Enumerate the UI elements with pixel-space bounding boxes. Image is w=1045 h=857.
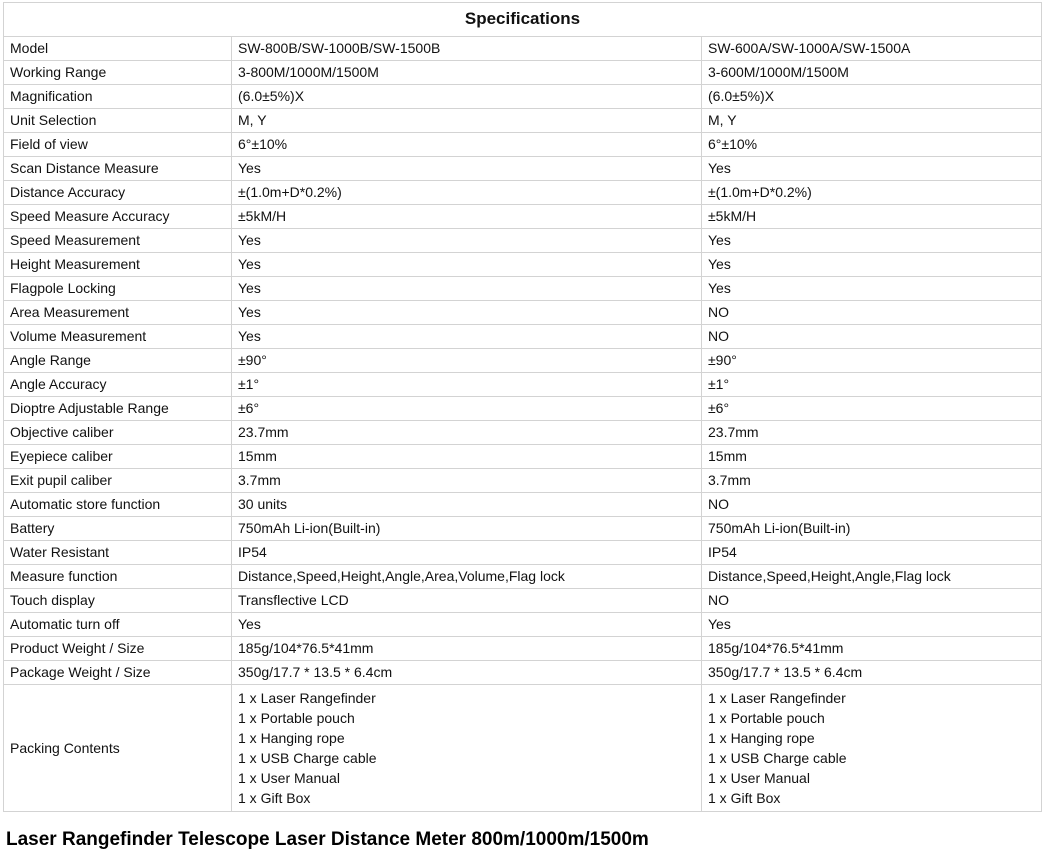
row-value-a-series: Yes — [702, 613, 1042, 637]
list-item: 1 x Laser Rangefinder — [708, 690, 846, 706]
list-item: 1 x User Manual — [708, 770, 810, 786]
packing-contents-row — [4, 685, 1042, 812]
list-item: 1 x USB Charge cable — [238, 750, 377, 766]
row-value-a-series: ±1° — [702, 373, 1042, 397]
table-row — [4, 469, 1042, 493]
row-value-a-series: 23.7mm — [702, 421, 1042, 445]
row-value-a-series: 185g/104*76.5*41mm — [702, 637, 1042, 661]
row-label: Product Weight / Size — [4, 637, 232, 661]
row-label: Package Weight / Size — [4, 661, 232, 685]
table-row — [4, 373, 1042, 397]
row-value-b-series: Yes — [232, 277, 702, 301]
row-label: Battery — [4, 517, 232, 541]
row-value-a-series: ±90° — [702, 349, 1042, 373]
row-value-a-series: 3.7mm — [702, 469, 1042, 493]
row-value-a-series: 750mAh Li-ion(Built-in) — [702, 517, 1042, 541]
row-label: Height Measurement — [4, 253, 232, 277]
table-row — [4, 61, 1042, 85]
table-row — [4, 109, 1042, 133]
row-value-a-series: ±6° — [702, 397, 1042, 421]
row-value-a-series: 6°±10% — [702, 133, 1042, 157]
table-row — [4, 661, 1042, 685]
row-label: Automatic store function — [4, 493, 232, 517]
list-item: 1 x Gift Box — [708, 790, 781, 806]
table-row — [4, 613, 1042, 637]
specifications-page — [0, 2, 1045, 852]
row-value-b-series: SW-800B/SW-1000B/SW-1500B — [232, 37, 702, 61]
specifications-table — [3, 2, 1042, 812]
row-value-b-series: 30 units — [232, 493, 702, 517]
packing-contents-b-series — [232, 685, 702, 812]
table-row — [4, 541, 1042, 565]
row-value-b-series: 3-800M/1000M/1500M — [232, 61, 702, 85]
row-label: Volume Measurement — [4, 325, 232, 349]
row-label: Objective caliber — [4, 421, 232, 445]
table-row — [4, 421, 1042, 445]
row-label: Speed Measurement — [4, 229, 232, 253]
table-row — [4, 637, 1042, 661]
row-label: Area Measurement — [4, 301, 232, 325]
row-label: Measure function — [4, 565, 232, 589]
row-label: Dioptre Adjustable Range — [4, 397, 232, 421]
row-value-a-series: NO — [702, 493, 1042, 517]
row-value-a-series: 15mm — [702, 445, 1042, 469]
table-row — [4, 85, 1042, 109]
row-value-a-series: SW-600A/SW-1000A/SW-1500A — [702, 37, 1042, 61]
row-value-a-series: (6.0±5%)X — [702, 85, 1042, 109]
row-value-b-series: 185g/104*76.5*41mm — [232, 637, 702, 661]
table-row — [4, 301, 1042, 325]
row-label: Angle Range — [4, 349, 232, 373]
row-value-b-series: ±5kM/H — [232, 205, 702, 229]
row-value-b-series: IP54 — [232, 541, 702, 565]
row-value-b-series: ±(1.0m+D*0.2%) — [232, 181, 702, 205]
row-label: Unit Selection — [4, 109, 232, 133]
table-row — [4, 205, 1042, 229]
table-row — [4, 397, 1042, 421]
list-item: 1 x Hanging rope — [708, 730, 815, 746]
row-value-b-series: Yes — [232, 301, 702, 325]
packing-contents-label: Packing Contents — [4, 685, 232, 812]
row-value-a-series: Yes — [702, 277, 1042, 301]
table-row — [4, 517, 1042, 541]
packing-list — [708, 688, 1035, 808]
row-value-b-series: Yes — [232, 229, 702, 253]
row-value-b-series: Distance,Speed,Height,Angle,Area,Volume,Flag lock — [232, 565, 702, 589]
row-value-b-series: Yes — [232, 157, 702, 181]
table-row — [4, 133, 1042, 157]
table-row — [4, 589, 1042, 613]
list-item: 1 x Laser Rangefinder — [238, 690, 376, 706]
table-row — [4, 277, 1042, 301]
row-value-a-series: 3-600M/1000M/1500M — [702, 61, 1042, 85]
row-value-a-series: Yes — [702, 229, 1042, 253]
list-item: 1 x Hanging rope — [238, 730, 345, 746]
row-value-b-series: Yes — [232, 253, 702, 277]
row-value-a-series: NO — [702, 301, 1042, 325]
row-value-b-series: 15mm — [232, 445, 702, 469]
table-row — [4, 229, 1042, 253]
row-value-b-series: ±1° — [232, 373, 702, 397]
row-value-b-series: ±90° — [232, 349, 702, 373]
row-value-b-series: ±6° — [232, 397, 702, 421]
list-item: 1 x User Manual — [238, 770, 340, 786]
row-label: Water Resistant — [4, 541, 232, 565]
table-title-row — [4, 3, 1042, 37]
row-label: Automatic turn off — [4, 613, 232, 637]
product-title: Laser Rangefinder Telescope Laser Distance Meter 800m/1000m/1500m — [6, 829, 649, 850]
table-row — [4, 493, 1042, 517]
table-row — [4, 565, 1042, 589]
row-value-a-series: Yes — [702, 253, 1042, 277]
row-label: Scan Distance Measure — [4, 157, 232, 181]
table-row — [4, 157, 1042, 181]
row-value-a-series: NO — [702, 325, 1042, 349]
row-value-a-series: ±5kM/H — [702, 205, 1042, 229]
table-row — [4, 349, 1042, 373]
row-value-b-series: 23.7mm — [232, 421, 702, 445]
row-value-a-series: Distance,Speed,Height,Angle,Flag lock — [702, 565, 1042, 589]
row-label: Touch display — [4, 589, 232, 613]
list-item: 1 x Portable pouch — [238, 710, 355, 726]
packing-contents-a-series — [702, 685, 1042, 812]
row-label: Flagpole Locking — [4, 277, 232, 301]
row-value-b-series: M, Y — [232, 109, 702, 133]
row-value-b-series: Transflective LCD — [232, 589, 702, 613]
row-value-b-series: Yes — [232, 325, 702, 349]
row-value-b-series: 6°±10% — [232, 133, 702, 157]
row-value-a-series: Yes — [702, 157, 1042, 181]
row-label: Distance Accuracy — [4, 181, 232, 205]
packing-list — [238, 688, 695, 808]
row-label: Magnification — [4, 85, 232, 109]
table-row — [4, 445, 1042, 469]
row-label: Working Range — [4, 61, 232, 85]
row-label: Field of view — [4, 133, 232, 157]
list-item: 1 x Gift Box — [238, 790, 311, 806]
row-value-b-series: (6.0±5%)X — [232, 85, 702, 109]
list-item: 1 x USB Charge cable — [708, 750, 847, 766]
row-label: Model — [4, 37, 232, 61]
row-value-a-series: ±(1.0m+D*0.2%) — [702, 181, 1042, 205]
list-item: 1 x Portable pouch — [708, 710, 825, 726]
row-value-b-series: 350g/17.7 * 13.5 * 6.4cm — [232, 661, 702, 685]
row-value-b-series: Yes — [232, 613, 702, 637]
table-row — [4, 37, 1042, 61]
table-row — [4, 181, 1042, 205]
row-value-b-series: 3.7mm — [232, 469, 702, 493]
page-title: Specifications — [4, 3, 1042, 37]
table-row — [4, 325, 1042, 349]
table-row — [4, 253, 1042, 277]
row-value-a-series: M, Y — [702, 109, 1042, 133]
row-label: Angle Accuracy — [4, 373, 232, 397]
row-value-a-series: IP54 — [702, 541, 1042, 565]
row-label: Eyepiece caliber — [4, 445, 232, 469]
row-label: Speed Measure Accuracy — [4, 205, 232, 229]
table-body — [4, 37, 1042, 812]
row-value-b-series: 750mAh Li-ion(Built-in) — [232, 517, 702, 541]
row-value-a-series: NO — [702, 589, 1042, 613]
table-head — [4, 3, 1042, 37]
row-label: Exit pupil caliber — [4, 469, 232, 493]
row-value-a-series: 350g/17.7 * 13.5 * 6.4cm — [702, 661, 1042, 685]
